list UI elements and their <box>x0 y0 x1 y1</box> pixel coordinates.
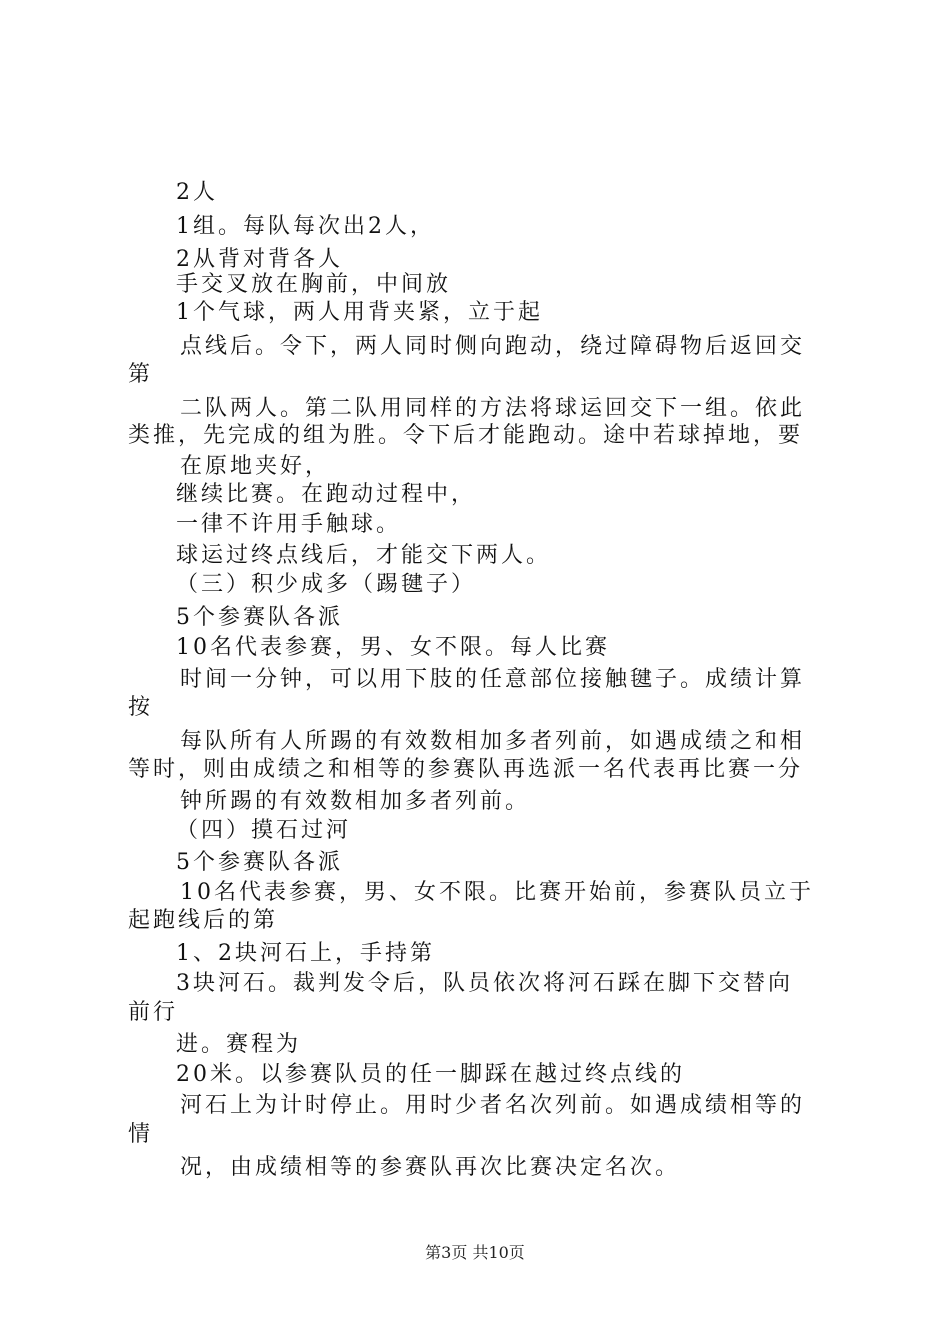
text-line: 10名代表参赛，男、女不限。比赛开始前，参赛队员立于 <box>180 880 814 905</box>
page-number-footer: 第3页 共10页 <box>425 1243 525 1262</box>
text-line: 按 <box>128 695 154 720</box>
text-line: 第 <box>128 362 154 387</box>
text-line: 类推，先完成的组为胜。令下后才能跑动。途中若球掉地，要 <box>128 423 804 448</box>
text-line: 继续比赛。在跑动过程中， <box>176 482 477 507</box>
section-heading: （三）积少成多（踢毽子） <box>176 572 477 597</box>
text-line: 时间一分钟，可以用下肢的任意部位接触毽子。成绩计算 <box>180 667 806 692</box>
text-line: 每队所有人所踢的有效数相加多者列前，如遇成绩之和相 <box>180 729 806 754</box>
text-line: 在原地夹好， <box>180 454 331 479</box>
text-line: 手交叉放在胸前，中间放 <box>176 272 452 297</box>
text-line: 等时，则由成绩之和相等的参赛队再选派一名代表再比赛一分 <box>128 757 804 782</box>
text-line: 点线后。令下，两人同时侧向跑动，绕过障碍物后返回交 <box>180 334 806 359</box>
text-line: 1、2块河石上，手持第 <box>176 941 435 966</box>
text-line: 起跑线后的第 <box>128 908 279 933</box>
text-line: 一律不许用手触球。 <box>176 512 402 537</box>
text-line: 进。赛程为 <box>176 1032 302 1057</box>
text-line: 3块河石。裁判发令后，队员依次将河石踩在脚下交替向 <box>176 971 793 996</box>
text-line: 20米。以参赛队员的任一脚踩在越过终点线的 <box>176 1062 685 1087</box>
text-line: 河石上为计时停止。用时少者名次列前。如遇成绩相等的 <box>180 1093 806 1118</box>
text-line: 情 <box>128 1122 154 1147</box>
text-line: 钟所踢的有效数相加多者列前。 <box>180 789 531 814</box>
text-line: 5个参赛队各派 <box>176 850 343 875</box>
section-heading: （四）摸石过河 <box>176 818 352 843</box>
text-line: 10名代表参赛，男、女不限。每人比赛 <box>176 635 610 660</box>
text-line: 前行 <box>128 1000 179 1025</box>
text-line: 2从背对背各人 <box>176 247 343 272</box>
text-line: 5个参赛队各派 <box>176 605 343 630</box>
text-line: 1组。每队每次出2人， <box>176 214 435 239</box>
text-line: 1个气球，两人用背夹紧，立于起 <box>176 300 543 325</box>
text-line: 况，由成绩相等的参赛队再次比赛决定名次。 <box>180 1155 681 1180</box>
text-line: 二队两人。第二队用同样的方法将球运回交下一组。依此 <box>180 396 806 421</box>
text-line: 2人 <box>176 180 218 205</box>
text-line: 球运过终点线后，才能交下两人。 <box>176 543 552 568</box>
